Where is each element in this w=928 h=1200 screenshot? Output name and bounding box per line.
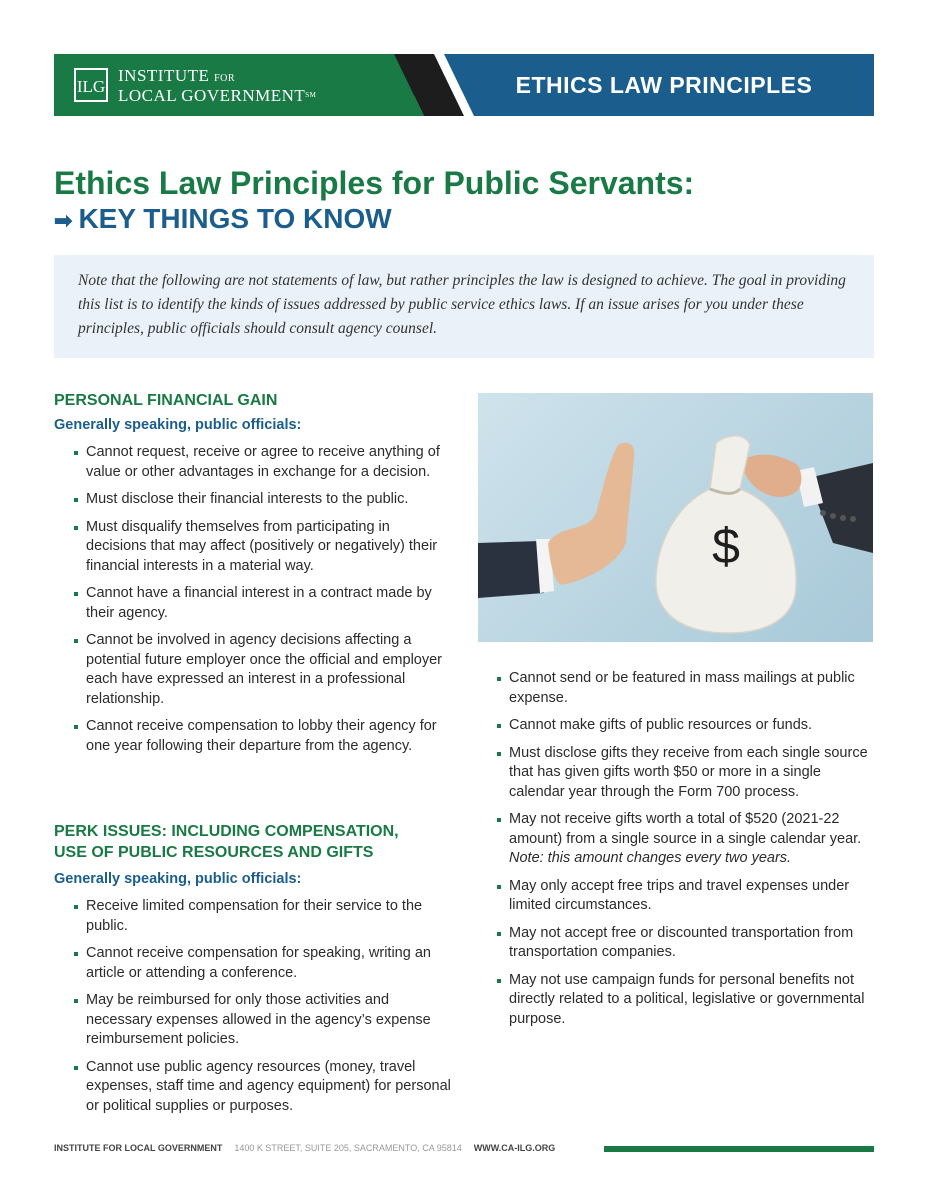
sleeve-button	[850, 516, 856, 522]
section-right-list	[477, 669, 873, 1037]
dollar-sign-icon: $	[712, 518, 740, 574]
section-subheading: Generally speaking, public officials:	[54, 417, 302, 433]
list-item: Cannot have a financial interest in a contract made by their agency.	[54, 584, 454, 623]
bullet-list	[54, 897, 454, 1116]
money-bag-illustration	[478, 393, 873, 642]
note-box	[54, 255, 874, 358]
list-item: May not use campaign funds for personal benefits not directly related to a political, legislative or governmental purpose.	[477, 971, 873, 1030]
ilg-logo-icon: ILG	[74, 68, 108, 102]
list-item: Must disclose gifts they receive from each single source that has given gifts worth $50 or more in a single calendar year through the Form 700 process.	[477, 744, 873, 803]
list-item: Cannot receive compensation to lobby their agency for one year following their departure from the agency.	[54, 717, 454, 756]
section-subheading: Generally speaking, public officials:	[54, 871, 302, 887]
bullet-list	[477, 669, 873, 1029]
list-item: Must disclose their financial interests to the public.	[54, 490, 454, 510]
list-item: Cannot request, receive or agree to receive anything of value or other advantages in exchange for a decision.	[54, 443, 454, 482]
sleeve-button	[820, 510, 826, 516]
logo-service-mark: SM	[305, 91, 317, 99]
list-item: Cannot receive compensation for speaking, writing an article or attending a conference.	[54, 944, 454, 983]
photo-hand-refusing-money-bag	[478, 393, 873, 642]
left-suit-sleeve	[478, 541, 544, 598]
logo-line-2	[118, 87, 316, 104]
list-item	[477, 810, 873, 869]
logo-word-institute: INSTITUTE	[118, 66, 210, 85]
section-heading-line-1: PERK ISSUES: INCLUDING COMPENSATION,	[54, 823, 399, 840]
footer-url[interactable]: WWW.CA-ILG.ORG	[473, 1143, 556, 1153]
list-item: Cannot use public agency resources (money, travel expenses, staff time and agency equipment) for personal or political supplies or purposes.	[54, 1058, 454, 1117]
logo-word-local-government: LOCAL GOVERNMENT	[118, 86, 306, 105]
list-item: Cannot be involved in agency decisions affecting a potential future employer once the official and employer each have expressed an interest in a professional relationship.	[54, 631, 454, 709]
subtitle-text: KEY THINGS TO KNOW	[78, 203, 392, 234]
footer-rule	[604, 1146, 874, 1152]
page-title: Ethics Law Principles for Public Servants:	[54, 165, 695, 201]
arrow-right-icon: ➡	[54, 208, 73, 233]
list-item: Receive limited compensation for their service to the public.	[54, 897, 454, 936]
sleeve-button	[830, 513, 836, 519]
footer-org: INSTITUTE FOR LOCAL GOVERNMENT	[54, 1143, 223, 1153]
list-item: May only accept free trips and travel expenses under limited circumstances.	[477, 877, 873, 916]
list-item: Cannot send or be featured in mass mailings at public expense.	[477, 669, 873, 708]
list-item: Must disqualify themselves from participating in decisions that may affect (positively or negatively) their financial interests in a material way.	[54, 518, 454, 577]
section-heading-line-2: USE OF PUBLIC RESOURCES AND GIFTS	[54, 844, 374, 861]
right-suit-sleeve	[808, 463, 873, 553]
logo-line-1	[118, 67, 316, 87]
banner-title: ETHICS LAW PRINCIPLES	[515, 72, 813, 98]
bullet-list	[54, 443, 454, 756]
note-text: Note that the following are not statements of law, but rather principles the law is designed to achieve. The goal in providing this list is to identify the kinds of issues addressed by public service ethics laws. If an issue arises for you under these principles, public officials should consult agency counsel.	[78, 272, 846, 337]
right-hand	[740, 455, 801, 497]
org-logo-text	[118, 67, 316, 104]
logo-word-for: FOR	[214, 73, 236, 84]
section-heading: PERSONAL FINANCIAL GAIN	[54, 392, 278, 409]
list-item: May not accept free or discounted transportation from transportation companies.	[477, 924, 873, 963]
header-banner	[54, 54, 874, 116]
section-perk-issues	[54, 821, 454, 1124]
list-item: Cannot make gifts of public resources or funds.	[477, 716, 873, 736]
footer-address: 1400 K STREET, SUITE 205, SACRAMENTO, CA 95814	[234, 1143, 462, 1153]
sleeve-button	[840, 515, 846, 521]
left-hand	[548, 443, 634, 585]
list-item: May be reimbursed for only those activities and necessary expenses allowed in the agency’s expense reimbursement policies.	[54, 991, 454, 1050]
section-financial-gain	[54, 390, 454, 764]
page-subtitle	[54, 203, 392, 235]
gift-limit-note: Note: this amount changes every two years.	[509, 850, 792, 866]
gift-limit-text: May not receive gifts worth a total of $520 (2021-22 amount) from a single source in a single calendar year.	[509, 811, 862, 847]
